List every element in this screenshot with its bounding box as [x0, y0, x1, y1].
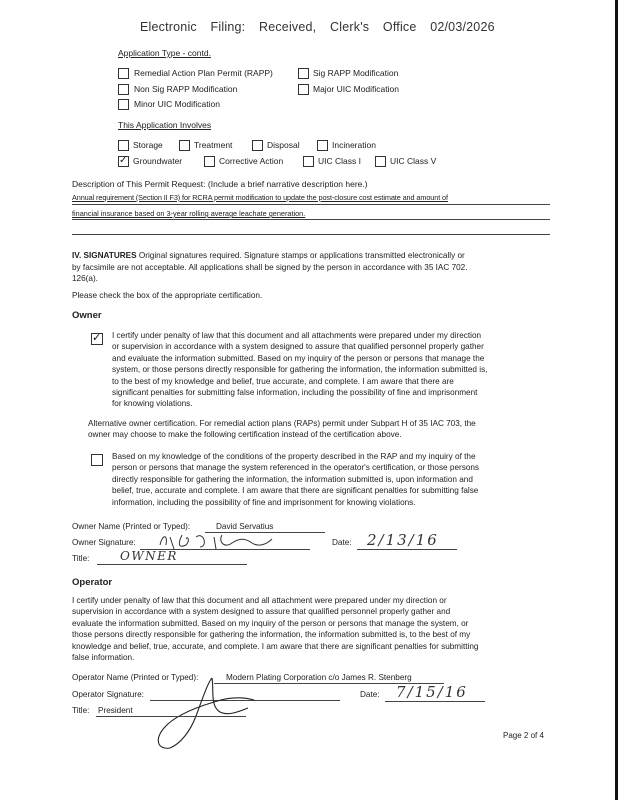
signatures-heading: IV. SIGNATURES: [72, 251, 137, 260]
signatures-intro: Original signatures required. Signature stamps or applications transmitted electronically or: [138, 251, 465, 260]
option-label: Remedial Action Plan Permit (RAPP): [134, 68, 273, 78]
description-rule: [72, 204, 550, 205]
signatures-intro-line-1: [72, 250, 465, 261]
cert-line: supervision in accordance with a system designed to assure that qualified personnel properly gather and: [72, 607, 451, 617]
operator-signature-label: Operator Signature:: [72, 690, 144, 699]
owner-heading: Owner: [72, 310, 102, 321]
option-label: Groundwater: [133, 156, 183, 166]
owner-date-value[interactable]: 2/13/16: [367, 531, 439, 549]
checkbox-rapp[interactable]: [118, 68, 129, 79]
operator-signature-image[interactable]: [150, 672, 270, 752]
alt-cert-line: information, including the possibility of fine and imprisonment for knowing violations.: [112, 497, 416, 507]
option-label: Minor UIC Modification: [134, 99, 220, 109]
alternative-certification-text: [112, 451, 552, 508]
owner-date-label: Date:: [332, 538, 352, 547]
page-number: Page 2 of 4: [503, 731, 544, 740]
cert-line: system, or those persons directly responsible for gathering the information, the information submitted is,: [112, 365, 488, 375]
cert-line: those persons directly responsible for gathering the information, the information submitted is, to the best of my: [72, 630, 471, 640]
cert-line: evaluate the information submitted. Based on my inquiry of the person or persons that manage the system, or: [72, 618, 469, 628]
option-label: Storage: [133, 140, 163, 150]
signatures-intro-line-3: 126(a).: [72, 274, 98, 283]
owner-title-label: Title:: [72, 554, 90, 563]
owner-name-value[interactable]: David Servatius: [216, 522, 274, 531]
checkbox-alternative-certification[interactable]: [91, 454, 103, 466]
description-rule: [72, 234, 550, 235]
checkbox-corrective-action[interactable]: [204, 156, 215, 167]
cert-line: and evaluate the information submitted. Based on my inquiry of the person or persons that manage the: [112, 353, 485, 363]
checkbox-uic-class-1[interactable]: [303, 156, 314, 167]
description-label: Description of This Permit Request: (Include a brief narrative description here.): [72, 179, 368, 189]
description-line-1[interactable]: Annual requirement (Section II F3) for RCRA permit modification to update the post-closure cost estimate and amount of: [72, 193, 448, 202]
checkbox-owner-certification[interactable]: [91, 333, 103, 345]
alt-cert-line: directly responsible for gathering the information, the information submitted is, upon information and: [112, 474, 473, 484]
checkmark-icon: ✓: [119, 155, 128, 166]
cert-line: to the best of my knowledge and belief, true accurate, and complete. I am aware that there are: [112, 376, 454, 386]
owner-signature-label: Owner Signature:: [72, 538, 136, 547]
cert-line: or supervision in accordance with a system designed to assure that qualified personnel properly gather: [112, 342, 484, 352]
option-label: Incineration: [332, 140, 376, 150]
alternative-certification-intro: [88, 418, 558, 441]
alt-line: Alternative owner certification. For remedial action plans (RAPs) permit under Subpart H of 35 IAC 703, the: [88, 419, 476, 428]
checkbox-disposal[interactable]: [252, 140, 263, 151]
owner-title-rule: [97, 564, 247, 565]
alt-cert-line: belief, true, accurate and complete. I am aware that there are significant penalties for submitting false: [112, 486, 479, 496]
app-type-heading: Application Type - contd.: [118, 48, 211, 58]
operator-title-label: Title:: [72, 706, 90, 715]
description-line-2[interactable]: financial insurance based on 3-year rolling average leachate generation.: [72, 209, 306, 218]
option-label: Sig RAPP Modification: [313, 68, 399, 78]
checkbox-non-sig-rapp[interactable]: [118, 84, 129, 95]
cert-line: false information.: [72, 653, 135, 663]
signatures-intro-line-2: by facsimile are not acceptable. All applications shall be signed by the person in accordance with 35 IAC 702.: [72, 263, 468, 272]
checkmark-icon: ✓: [92, 332, 102, 344]
option-label: Corrective Action: [219, 156, 284, 166]
owner-certification-text: [112, 330, 552, 410]
cert-line: significant penalties for submitting false information, including the possibility of fine and imprisonment: [112, 388, 478, 398]
alt-cert-line: Based on my knowledge of the conditions of the property described in the RAP and my inquiry of the: [112, 452, 476, 461]
involves-heading: This Application Involves: [118, 120, 212, 130]
option-label: Major UIC Modification: [313, 84, 399, 94]
operator-title-rule: [96, 716, 246, 717]
checkbox-major-uic[interactable]: [298, 84, 309, 95]
cert-line: I certify under penalty of law that this document and all attachment were prepared under my direction or: [72, 596, 447, 605]
checkbox-storage[interactable]: [118, 140, 129, 151]
checkbox-treatment[interactable]: [179, 140, 190, 151]
cert-line: knowledge and belief, true, accurate, and complete. I am aware that there are significant penalties for submitting: [72, 641, 479, 651]
option-label: UIC Class I: [318, 156, 361, 166]
operator-name-value[interactable]: Modern Plating Corporation c/o James R. Stenberg: [226, 673, 412, 682]
checkbox-groundwater[interactable]: [118, 156, 129, 167]
cert-line: I certify under penalty of law that this document and all attachments were prepared under my direction: [112, 331, 482, 340]
description-rule: [72, 219, 550, 220]
owner-date-rule: [357, 549, 457, 550]
owner-title-value[interactable]: OWNER: [120, 549, 178, 563]
checkbox-minor-uic[interactable]: [118, 99, 129, 110]
owner-name-label: Owner Name (Printed or Typed):: [72, 522, 191, 531]
operator-heading: Operator: [72, 577, 113, 588]
cert-line: for knowing violations.: [112, 399, 193, 409]
filing-header: Electronic Filing: Received, Clerk's Office 02/03/2026: [140, 20, 495, 34]
operator-date-rule: [385, 701, 485, 702]
checkbox-uic-class-5[interactable]: [375, 156, 386, 167]
operator-certification-text: [72, 595, 552, 663]
alt-cert-line: person or persons that manage the system referenced in the operator's certification, or those persons: [112, 463, 480, 473]
operator-name-label: Operator Name (Printed or Typed):: [72, 673, 199, 682]
operator-date-value[interactable]: 7/15/16: [396, 683, 468, 701]
option-label: UIC Class V: [390, 156, 437, 166]
checkbox-incineration[interactable]: [317, 140, 328, 151]
option-label: Disposal: [267, 140, 300, 150]
option-label: Non Sig RAPP Modification: [134, 84, 238, 94]
option-label: Treatment: [194, 140, 233, 150]
alt-line: owner may choose to make the following certification instead of the certification above.: [88, 430, 402, 440]
check-instruction: Please check the box of the appropriate certification.: [72, 291, 263, 300]
checkbox-sig-rapp[interactable]: [298, 68, 309, 79]
operator-title-value[interactable]: President: [98, 706, 133, 715]
operator-date-label: Date:: [360, 690, 380, 699]
